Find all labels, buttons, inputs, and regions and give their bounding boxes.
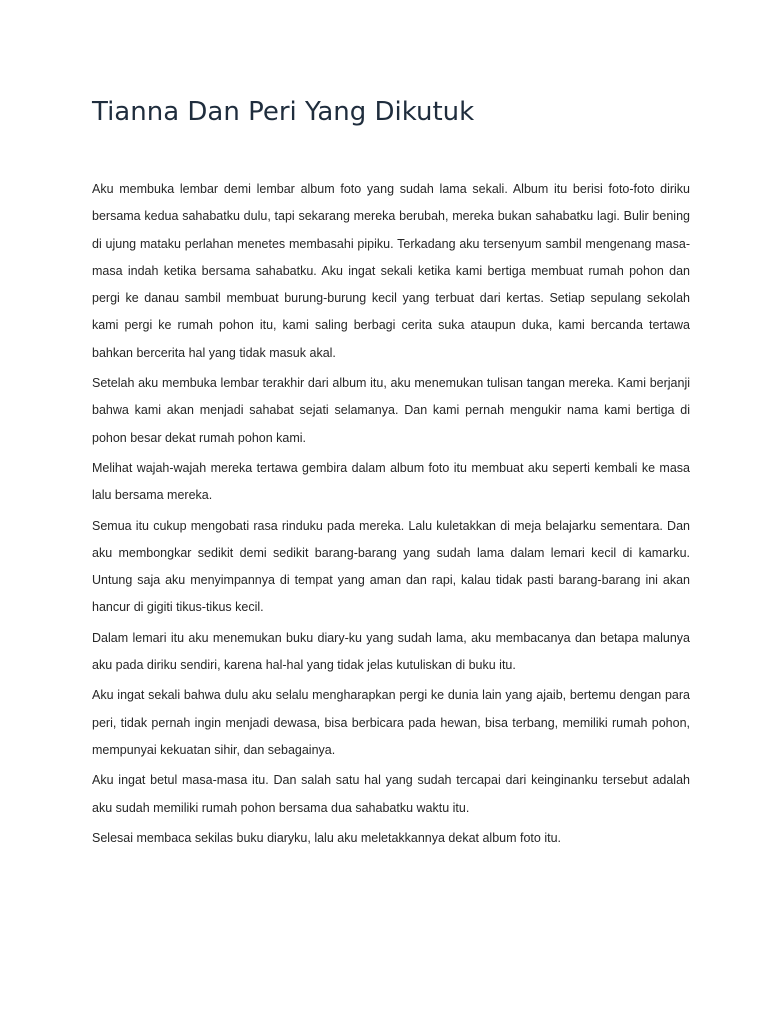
paragraph-3: Melihat wajah-wajah mereka tertawa gembira dalam album foto itu membuat aku seperti kembali ke masa lalu bersama mereka. xyxy=(92,460,690,503)
paragraph-1: Aku membuka lembar demi lembar album foto yang sudah lama sekali. Album itu berisi foto-foto diriku bersama kedua sahabatku dulu, tapi sekarang mereka berubah, mereka bukan sahabatku lagi. Bulir bening di ujung mataku perlahan menetes membasahi pipiku. Terkadang aku tersenyum sambil mengenang masa-masa indah ketika bersama sahabatku. Aku ingat sekali ketika kami bertiga membuat rumah pohon dan pergi ke danau sambil membuat burung-burung kecil yang terbuat dari kertas. Setiap sepulang sekolah kami pergi ke rumah pohon itu, kami saling berbagi cerita suka ataupun duka, kami bercanda tertawa bahkan bercerita hal yang tidak masuk akal. xyxy=(92,182,690,360)
paragraph-4: Semua itu cukup mengobati rasa rinduku pada mereka. Lalu kuletakkan di meja belajarku sementara. Dan aku membongkar sedikit demi sedikit barang-barang yang sudah lama dalam lemari kecil di kamarku. Untung saja aku menyimpannya di tempat yang aman dan rapi, kalau tidak pasti barang-barang ini akan hancur di gigiti tikus-tikus kecil. xyxy=(92,518,690,615)
paragraph-8: Selesai membaca sekilas buku diaryku, lalu aku meletakkannya dekat album foto itu. xyxy=(92,830,562,845)
paragraph-2: Setelah aku membuka lembar terakhir dari album itu, aku menemukan tulisan tangan mereka. Kami berjanji bahwa kami akan menjadi sahabat sejati selamanya. Dan kami pernah mengukir nama kami bertiga di pohon besar dekat rumah pohon kami. xyxy=(92,376,690,445)
document-body xyxy=(92,176,690,855)
paragraph-5: Dalam lemari itu aku menemukan buku diary-ku yang sudah lama, aku membacanya dan betapa malunya aku pada diriku sendiri, karena hal-hal yang tidak jelas kutuliskan di buku itu. xyxy=(92,630,690,673)
paragraph-6: Aku ingat sekali bahwa dulu aku selalu mengharapkan pergi ke dunia lain yang ajaib, bertemu dengan para peri, tidak pernah ingin menjadi dewasa, bisa berbicara pada hewan, bisa terbang, memiliki rumah pohon, mempunyai kekuatan sihir, dan sebagainya. xyxy=(92,688,690,757)
document-title: Tianna Dan Peri Yang Dikutuk xyxy=(92,97,475,127)
paragraph-7: Aku ingat betul masa-masa itu. Dan salah satu hal yang sudah tercapai dari keinginanku tersebut adalah aku sudah memiliki rumah pohon bersama dua sahabatku waktu itu. xyxy=(92,773,690,815)
